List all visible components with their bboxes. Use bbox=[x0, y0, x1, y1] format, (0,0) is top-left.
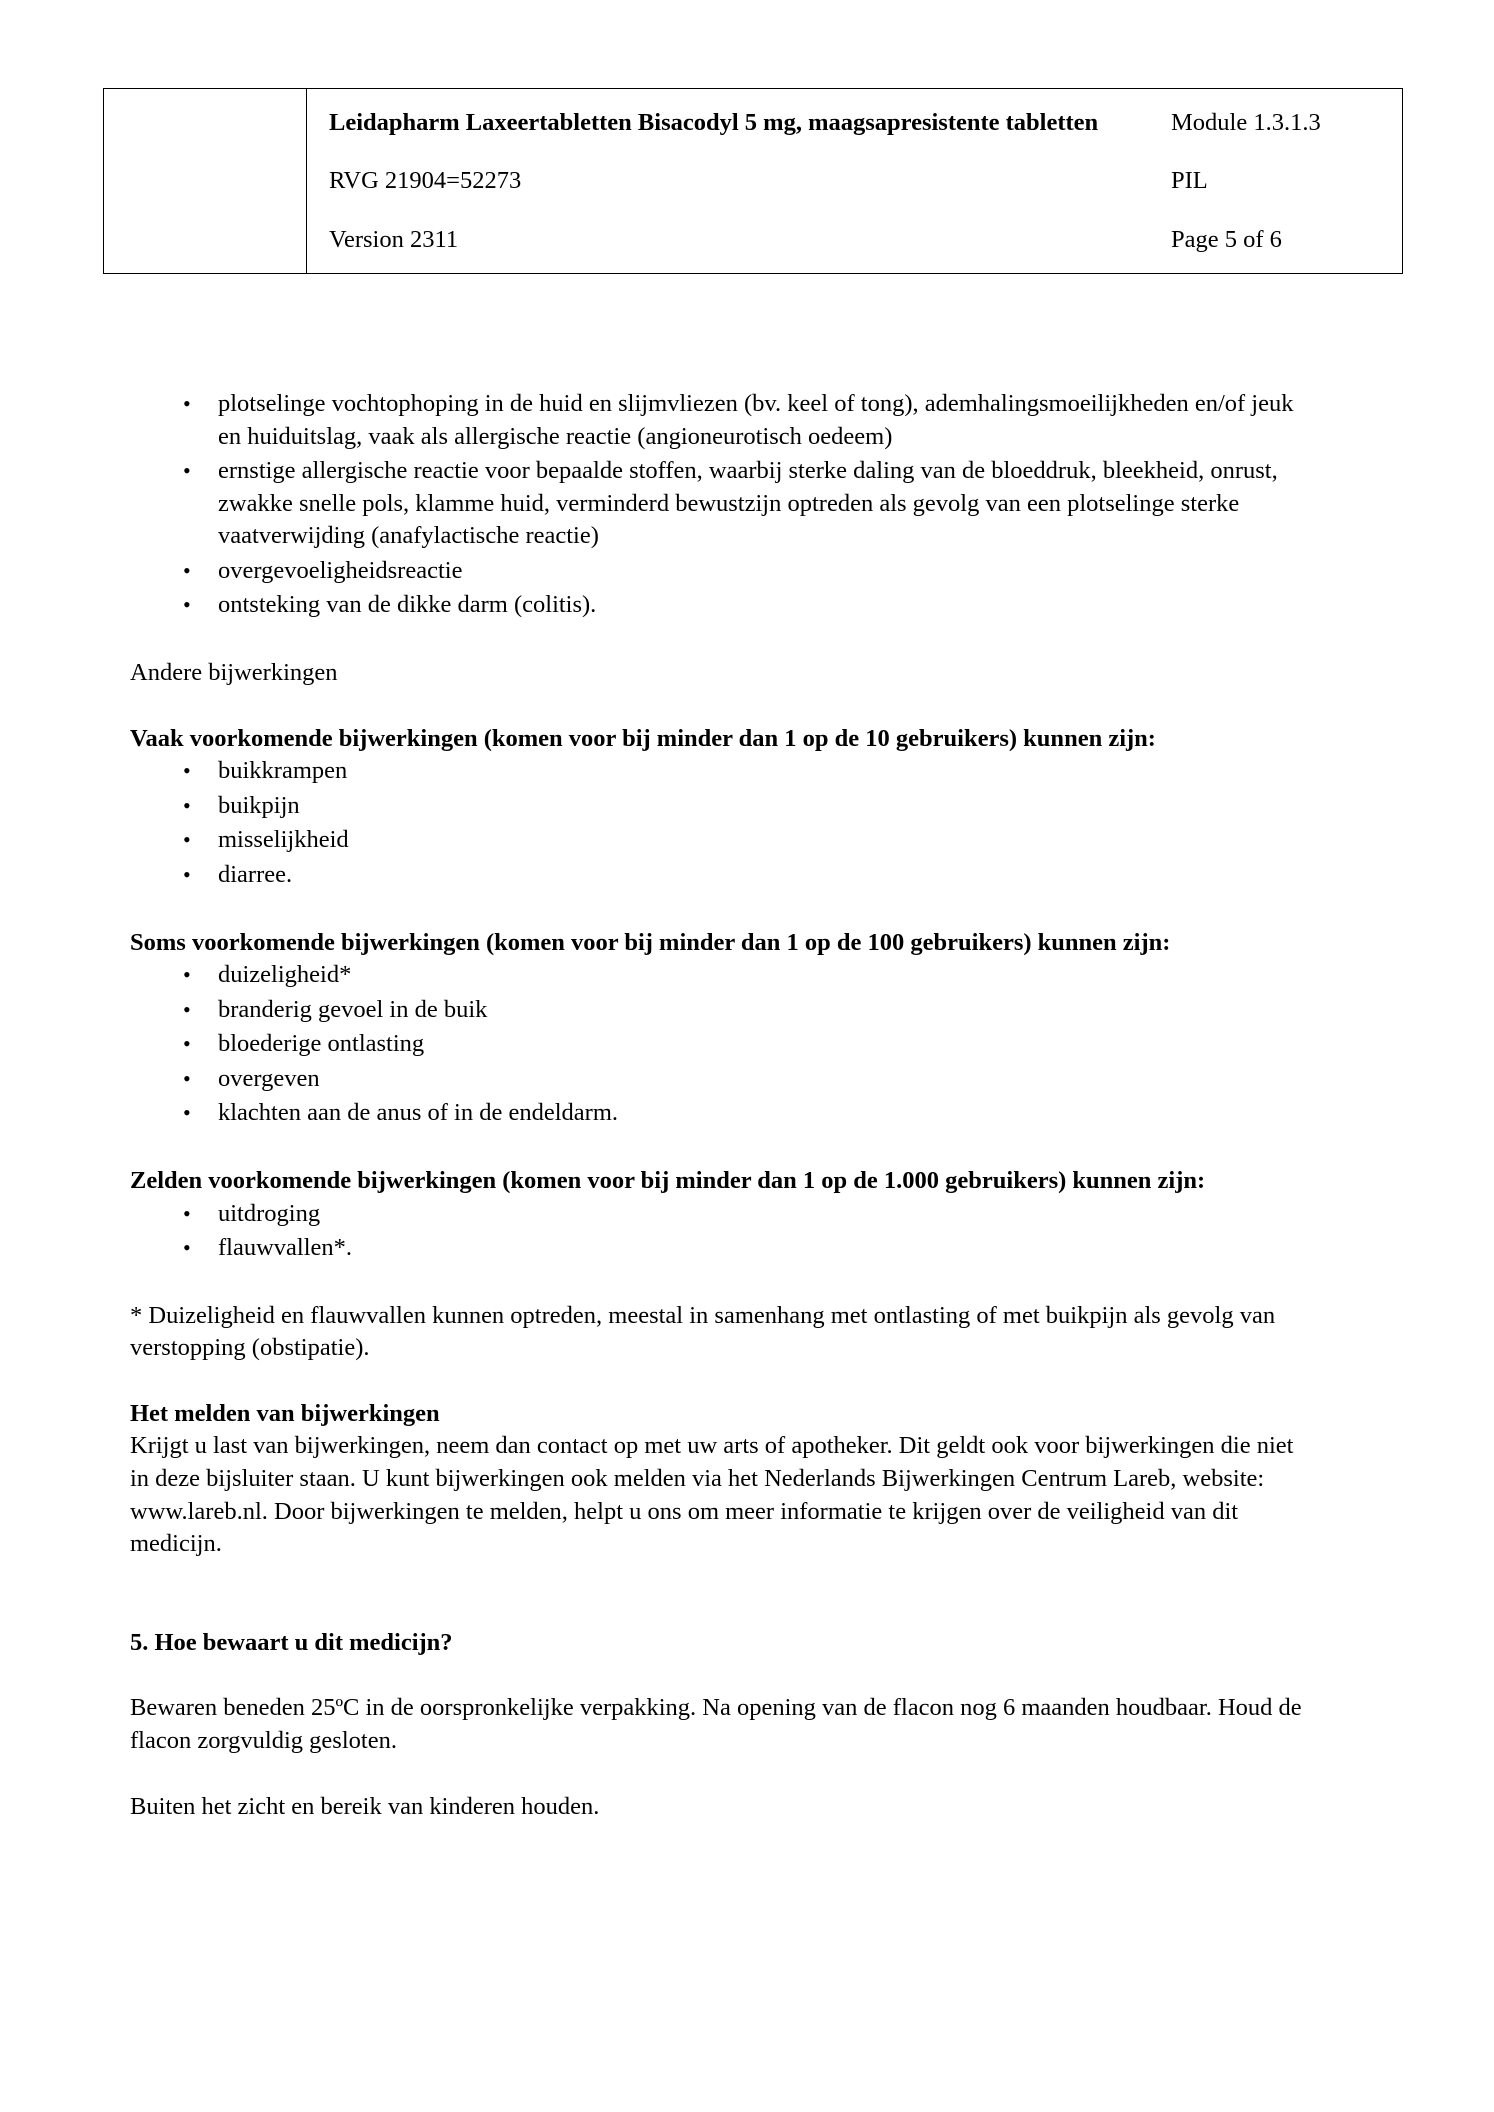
children-warning-text: Buiten het zicht en bereik van kinderen houden. bbox=[130, 1792, 600, 1820]
rare-side-effects-list bbox=[130, 1198, 1310, 1265]
version-label: Version 2311 bbox=[329, 225, 459, 253]
document-body bbox=[130, 388, 1310, 1823]
spacer bbox=[130, 894, 1310, 927]
list-item: • ontsteking van de dikke darm (colitis). bbox=[130, 589, 1310, 622]
spacer bbox=[130, 1267, 1310, 1300]
spacer bbox=[130, 1132, 1310, 1165]
header-table-row bbox=[104, 89, 1403, 274]
uncommon-side-effects-list bbox=[130, 959, 1310, 1130]
list-item: • uitdroging bbox=[130, 1198, 1310, 1231]
module-label: Module 1.3.1.3 bbox=[1171, 109, 1321, 136]
rare-side-effects-heading: Zelden voorkomende bijwerkingen (komen voor bij minder dan 1 op de 1.000 gebruikers) kunnen zijn: bbox=[130, 1166, 1206, 1194]
common-side-effects-list bbox=[130, 755, 1310, 891]
list-item: • flauwvallen*. bbox=[130, 1232, 1310, 1265]
rvg-number: RVG 21904=52273 bbox=[329, 167, 522, 195]
list-item: • overgeven bbox=[130, 1063, 1310, 1096]
storage-text: Bewaren beneden 25ºC in de oorspronkelijke verpakking. Na opening van de flacon nog 6 maanden houdbaar. Houd de flacon zorgvuldig gesloten. bbox=[130, 1694, 1302, 1754]
common-side-effects-heading: Vaak voorkomende bijwerkingen (komen voor bij minder dan 1 op de 10 gebruikers) kunnen zijn: bbox=[130, 724, 1156, 752]
header-row-title bbox=[329, 107, 1386, 138]
storage-section-heading: 5. Hoe bewaart u dit medicijn? bbox=[130, 1628, 453, 1656]
serious-side-effects-list bbox=[130, 388, 1310, 622]
list-item: • ernstige allergische reactie voor bepaalde stoffen, waarbij sterke daling van de bloeddruk, bleekheid, onrust, zwakke snelle pols, klamme huid, verminderd bewustzijn optreden als gevolg van een plotselinge sterke vaatverwijding (anafylactische reactie) bbox=[130, 455, 1310, 553]
header-info-cell bbox=[307, 89, 1403, 274]
list-item: • buikkrampen bbox=[130, 755, 1310, 788]
product-title: Leidapharm Laxeertabletten Bisacodyl 5 mg, maagsapresistente tabletten bbox=[329, 109, 1099, 136]
spacer bbox=[130, 1561, 1310, 1627]
spacer bbox=[130, 1365, 1310, 1398]
spacer bbox=[130, 1659, 1310, 1692]
page-number: Page 5 of 6 bbox=[1171, 225, 1282, 253]
spacer bbox=[130, 690, 1310, 723]
spacer bbox=[130, 624, 1310, 657]
uncommon-side-effects-heading: Soms voorkomende bijwerkingen (komen voor bij minder dan 1 op de 100 gebruikers) kunnen zijn: bbox=[130, 928, 1171, 956]
footnote-text: * Duizeligheid en flauwvallen kunnen optreden, meestal in samenhang met ontlasting of met buikpijn als gevolg van verstopping (obstipatie). bbox=[130, 1301, 1276, 1362]
list-item: • misselijkheid bbox=[130, 824, 1310, 857]
list-item: • duizeligheid* bbox=[130, 959, 1310, 992]
header-row-rvg bbox=[329, 165, 1386, 196]
list-item: • bloederige ontlasting bbox=[130, 1028, 1310, 1061]
spacer bbox=[130, 1758, 1310, 1791]
header-logo-cell bbox=[104, 89, 307, 274]
list-item: • buikpijn bbox=[130, 790, 1310, 823]
document-header-table bbox=[103, 88, 1403, 274]
other-side-effects-heading: Andere bijwerkingen bbox=[130, 659, 338, 687]
list-item: • branderig gevoel in de buik bbox=[130, 994, 1310, 1027]
reporting-heading: Het melden van bijwerkingen bbox=[130, 1399, 440, 1427]
list-item: • klachten aan de anus of in de endeldarm. bbox=[130, 1097, 1310, 1130]
list-item: • diarree. bbox=[130, 859, 1310, 892]
header-row-version bbox=[329, 224, 1386, 255]
list-item: • overgevoeligheidsreactie bbox=[130, 555, 1310, 588]
reporting-text: Krijgt u last van bijwerkingen, neem dan contact op met uw arts of apotheker. Dit geldt ook voor bijwerkingen die niet in deze bijsluiter staan. U kunt bijwerkingen ook melden via het Nederlands Bijwerkingen Centrum Lareb, website: www.lareb.nl. Door bijwerkingen te melden, helpt u ons om meer informatie te krijgen over de veiligheid van dit medicijn. bbox=[130, 1432, 1294, 1558]
document-type: PIL bbox=[1171, 167, 1208, 195]
list-item: • plotselinge vochtophoping in de huid en slijmvliezen (bv. keel of tong), ademhalingsmoeilijkheden en/of jeuk en huiduitslag, vaak als allergische reactie (angioneurotisch oedeem) bbox=[130, 388, 1310, 453]
